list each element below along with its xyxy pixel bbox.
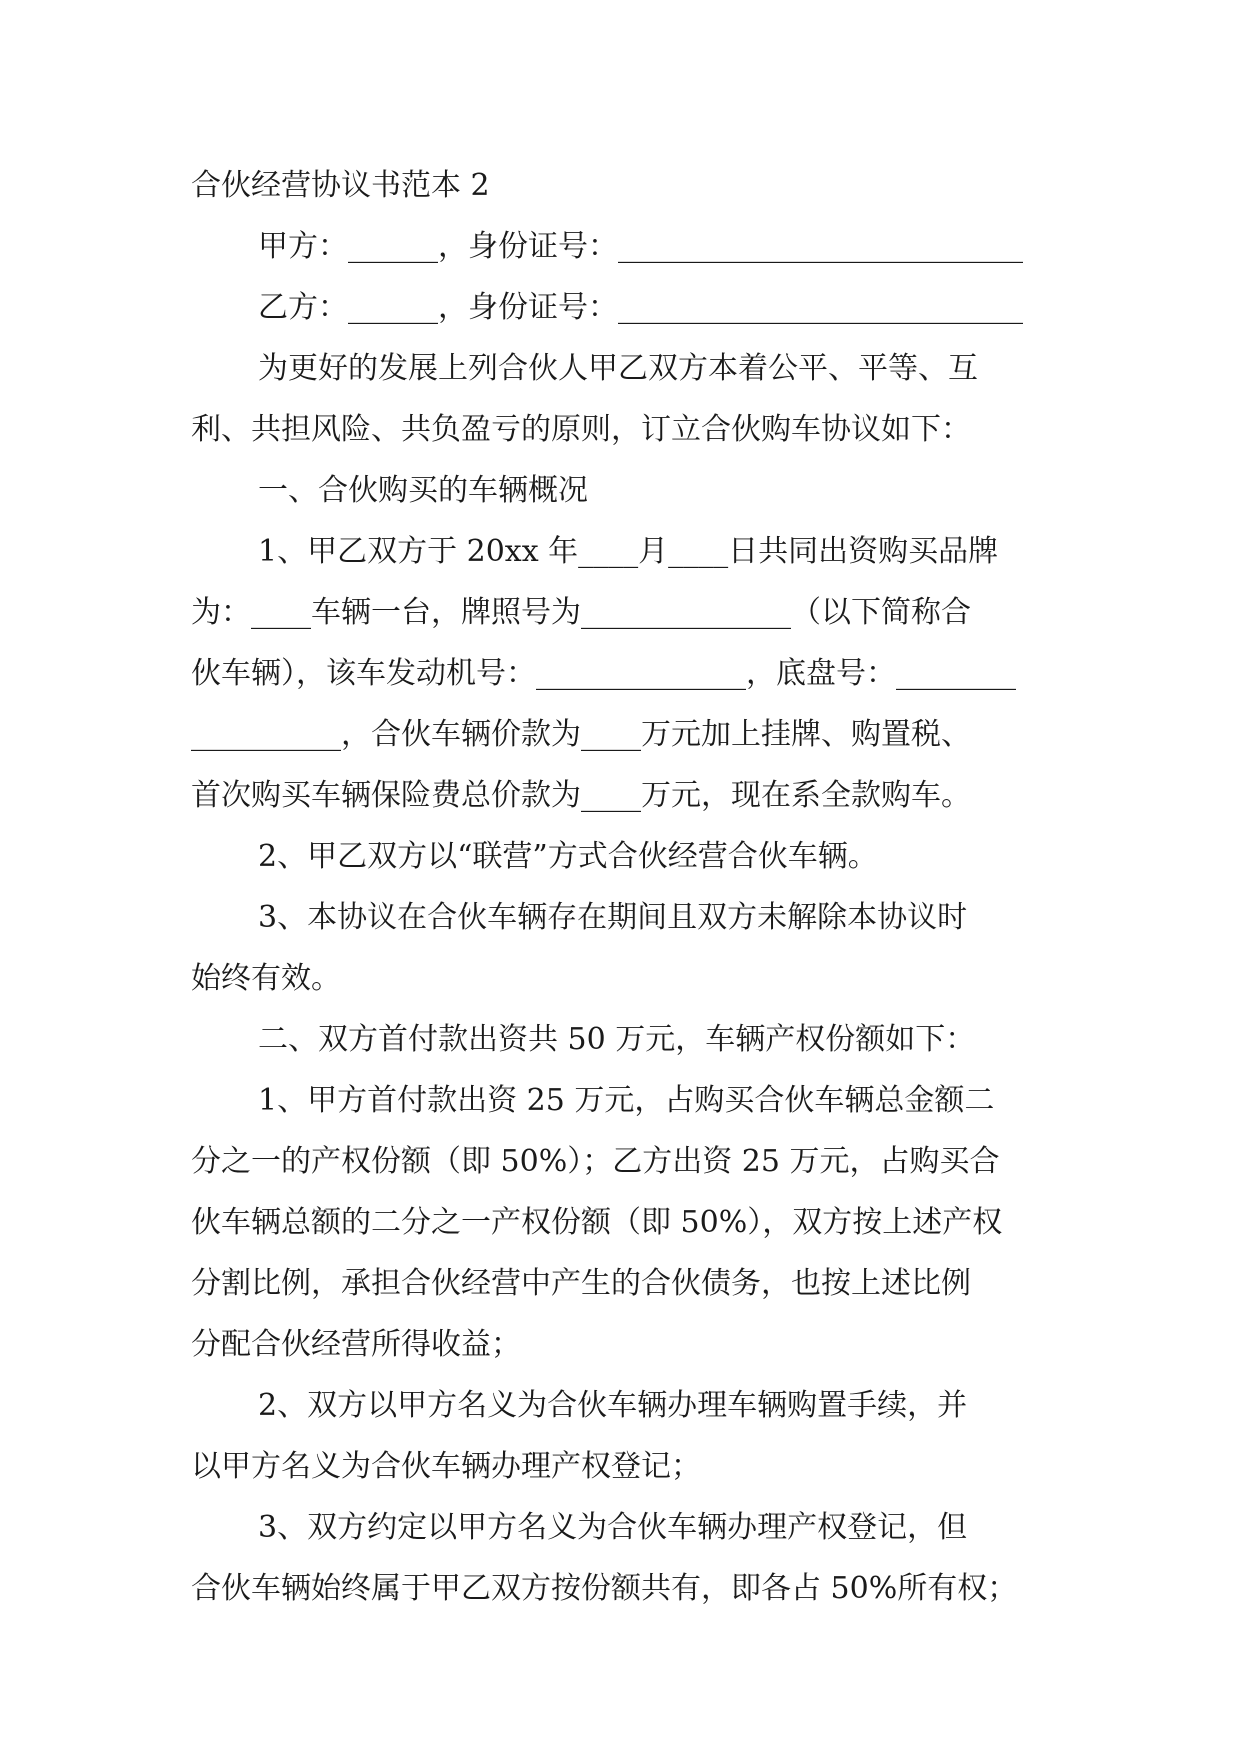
paragraph-line: 为：____车辆一台，牌照号为______________（以下简称合 — [191, 595, 971, 630]
paragraph-line: 分配合伙经营所得收益； — [191, 1327, 521, 1362]
paragraph-line: 为更好的发展上列合伙人甲乙双方本着公平、平等、互 — [258, 351, 978, 386]
paragraph-line: 2、双方以甲方名义为合伙车辆办理车辆购置手续，并 — [258, 1388, 968, 1423]
paragraph-line: 伙车辆），该车发动机号：______________，底盘号：________ — [191, 656, 1016, 691]
paragraph-line: 2、甲乙双方以“联营”方式合伙经营合伙车辆。 — [258, 839, 878, 874]
document-title: 合伙经营协议书范本 2 — [191, 168, 490, 203]
section-heading: 二、双方首付款出资共 50 万元，车辆产权份额如下： — [258, 1022, 976, 1057]
party-a-line: 甲方：______，身份证号：___________________________ — [258, 229, 1023, 264]
paragraph-line: 3、本协议在合伙车辆存在期间且双方未解除本协议时 — [258, 900, 968, 935]
paragraph-line: 合伙车辆始终属于甲乙双方按份额共有，即各占 50%所有权； — [191, 1571, 1018, 1606]
paragraph-line: __________，合伙车辆价款为____万元加上挂牌、购置税、 — [191, 717, 971, 752]
paragraph-line: 1、甲方首付款出资 25 万元，占购买合伙车辆总金额二 — [258, 1083, 995, 1118]
paragraph-line: 始终有效。 — [191, 961, 341, 996]
paragraph-line: 利、共担风险、共负盈亏的原则，订立合伙购车协议如下： — [191, 412, 971, 447]
paragraph-line: 1、甲乙双方于 20xx 年____月____日共同出资购买品牌 — [258, 534, 999, 569]
section-heading: 一、合伙购买的车辆概况 — [258, 473, 588, 508]
paragraph-line: 以甲方名义为合伙车辆办理产权登记； — [191, 1449, 701, 1484]
paragraph-line: 伙车辆总额的二分之一产权份额（即 50%），双方按上述产权 — [191, 1205, 1003, 1240]
party-b-line: 乙方：______，身份证号：___________________________ — [258, 290, 1023, 325]
paragraph-line: 首次购买车辆保险费总价款为____万元，现在系全款购车。 — [191, 778, 971, 813]
paragraph-line: 分之一的产权份额（即 50%）；乙方出资 25 万元，占购买合 — [191, 1144, 1000, 1179]
paragraph-line: 3、双方约定以甲方名义为合伙车辆办理产权登记，但 — [258, 1510, 968, 1545]
paragraph-line: 分割比例，承担合伙经营中产生的合伙债务，也按上述比例 — [191, 1266, 971, 1301]
